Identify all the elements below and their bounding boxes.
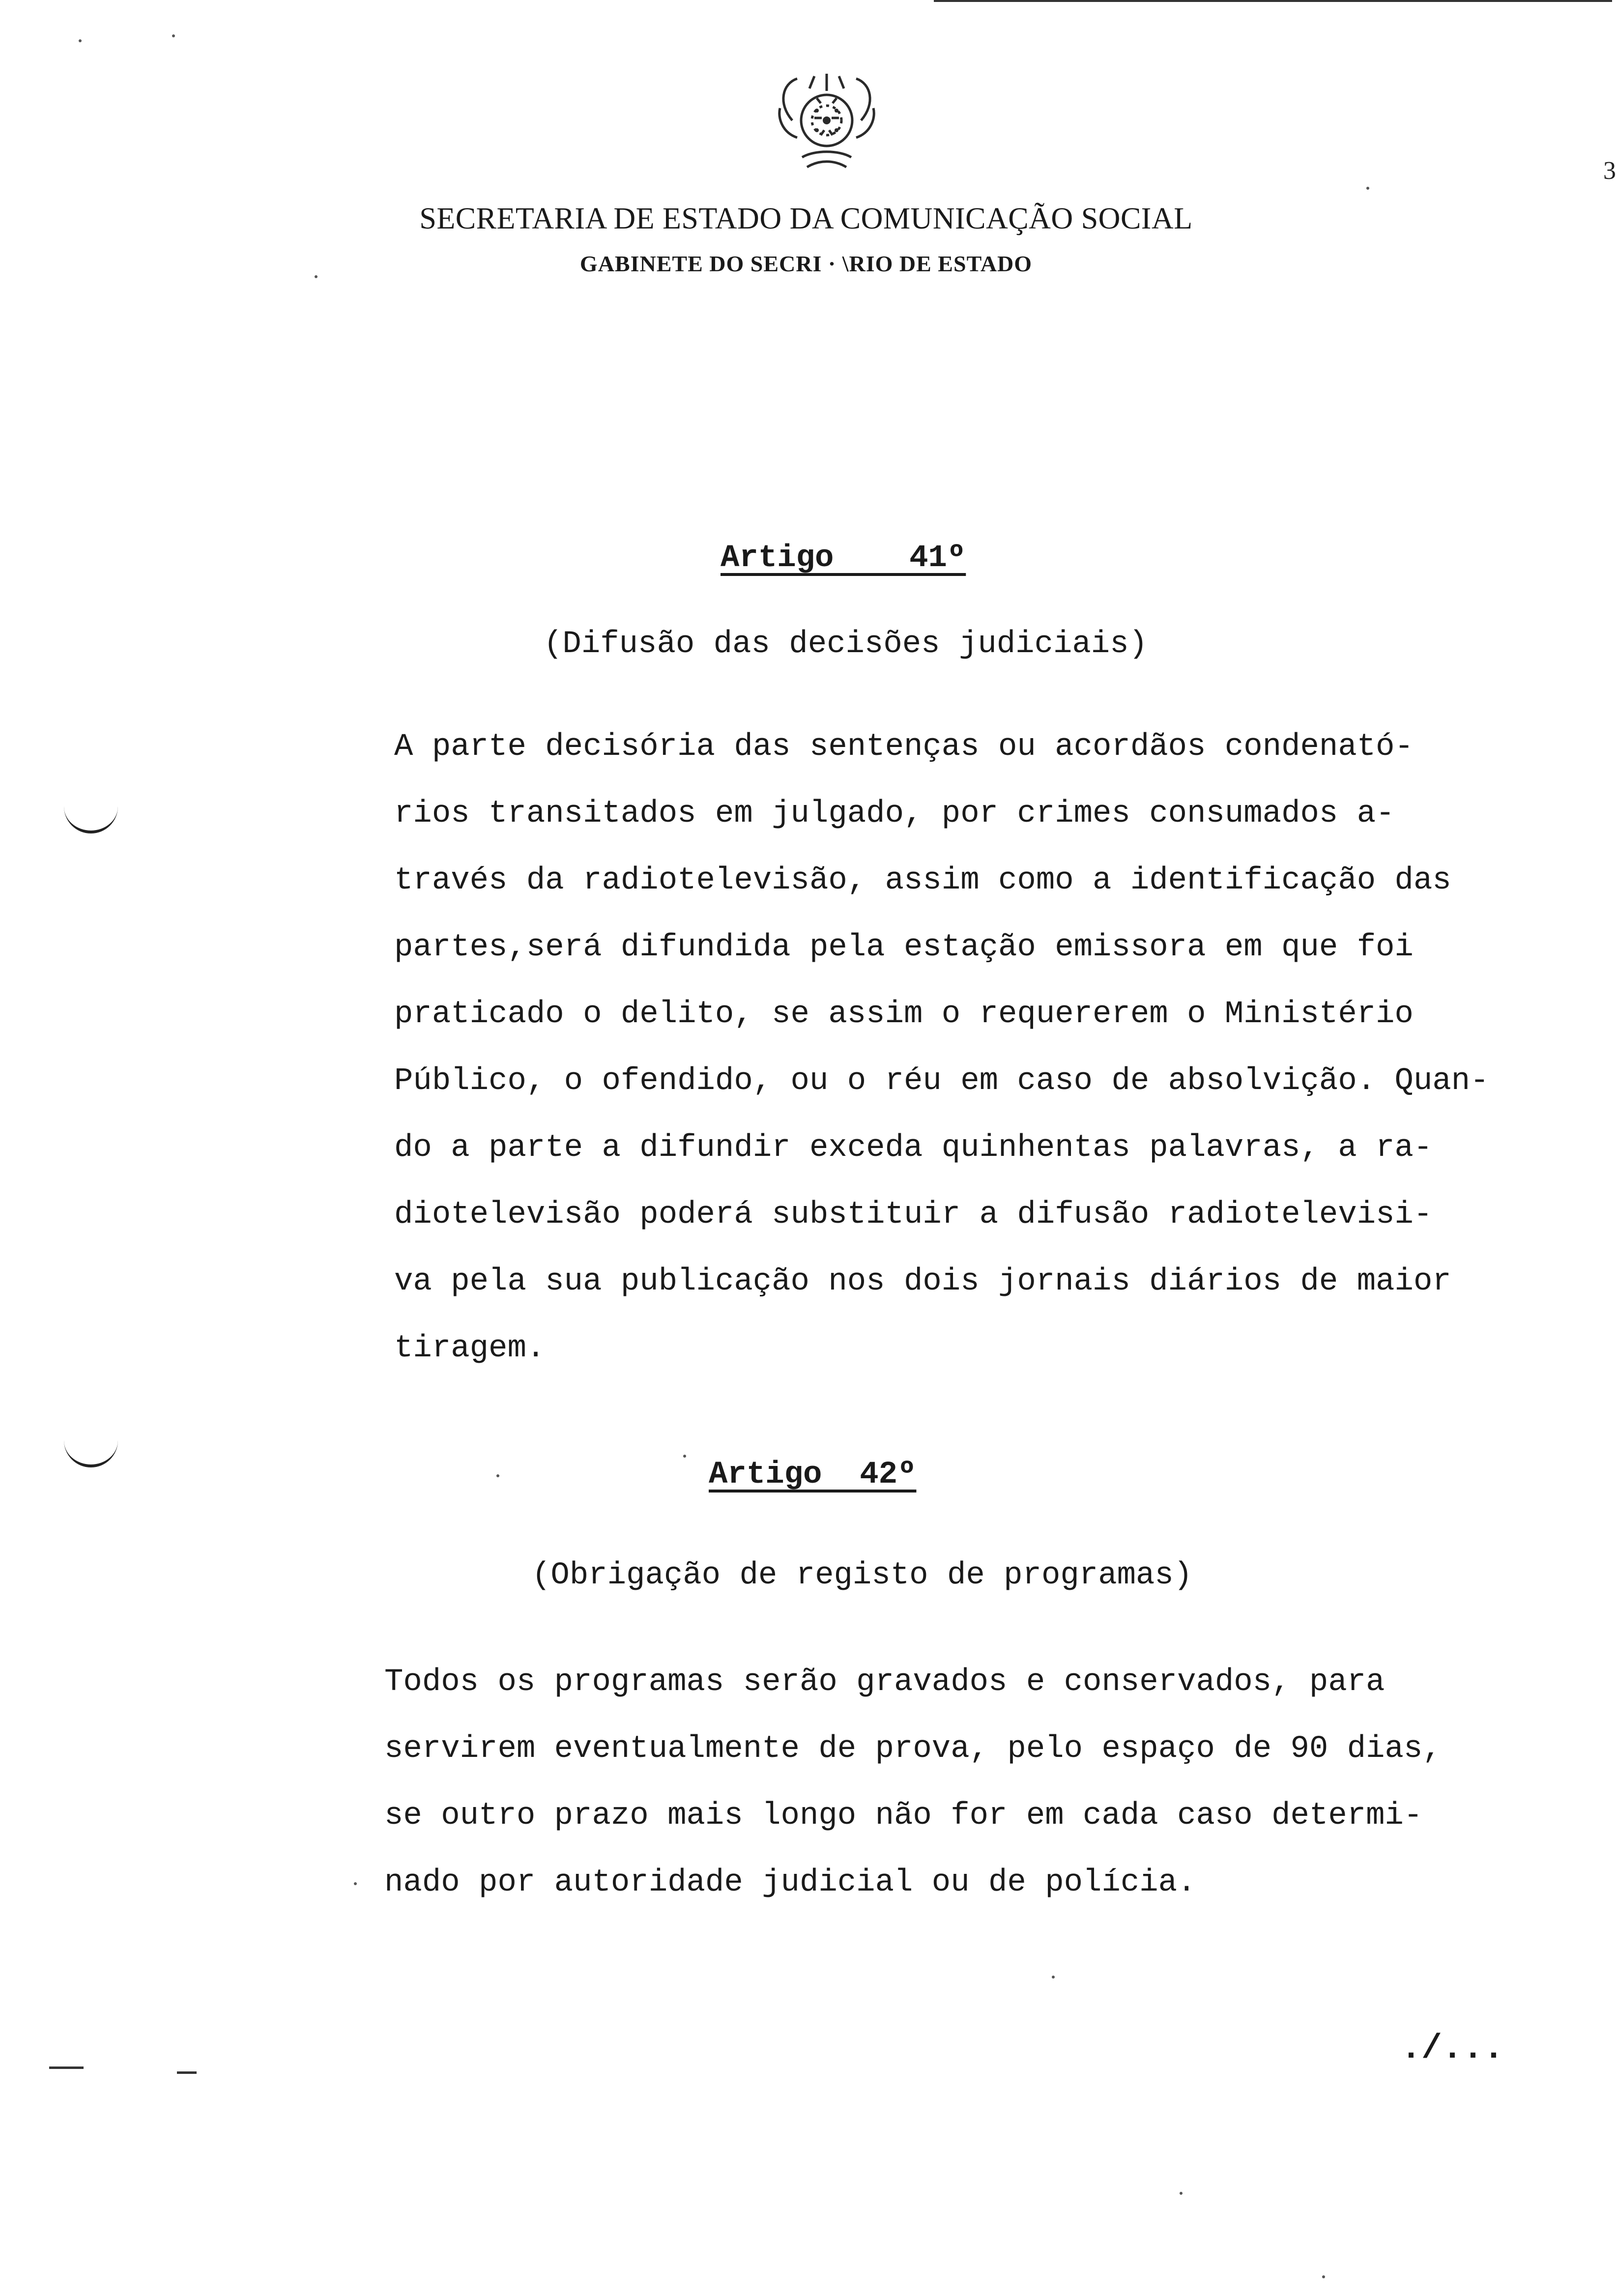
- article-41-line: praticado o delito, se assim o requererem o Ministério: [394, 997, 1414, 1032]
- article-41-title: Artigo 41º: [721, 541, 966, 576]
- scan-speck: [1180, 2192, 1183, 2195]
- article-42-line: servirem eventualmente de prova, pelo espaço de 90 dias,: [384, 1731, 1442, 1767]
- scan-speck: [315, 275, 317, 278]
- article-42-body: [384, 1649, 1442, 1916]
- article-41-line: tiragem.: [394, 1331, 546, 1366]
- punch-hole-mark: [64, 806, 118, 833]
- continuation-mark: ./...: [1401, 2030, 1504, 2068]
- article-41-line: do a parte a difundir exceda quinhentas palavras, a ra-: [394, 1130, 1433, 1166]
- article-41-line: va pela sua publicação nos dois jornais diários de maior: [394, 1264, 1451, 1299]
- scan-speck: [79, 39, 82, 42]
- scan-speck: [1322, 2275, 1325, 2278]
- scan-speck: [683, 1455, 686, 1458]
- punch-hole-mark: [64, 1440, 118, 1467]
- article-41-line: partes,será difundida pela estação emissora em que foi: [394, 930, 1414, 965]
- scan-speck: [496, 1474, 499, 1477]
- article-42-subtitle: (Obrigação de registo de programas): [532, 1558, 1193, 1593]
- article-41-line: A parte decisória das sentenças ou acordãos condenató-: [394, 729, 1414, 765]
- article-42-title: Artigo 42º: [709, 1457, 917, 1492]
- margin-page-mark: 3: [1603, 157, 1616, 185]
- scan-speck: [1052, 1976, 1055, 1979]
- article-41-subtitle: (Difusão das decisões judiciais): [544, 627, 1148, 662]
- scan-speck: [172, 34, 175, 37]
- margin-dash: [49, 2066, 84, 2069]
- article-42-line: Todos os programas serão gravados e conservados, para: [384, 1665, 1385, 1700]
- scan-speck: [1366, 187, 1369, 190]
- article-42-line: se outro prazo mais longo não for em cada caso determi-: [384, 1798, 1423, 1834]
- coat-of-arms-emblem-icon: [763, 69, 891, 182]
- article-41-line: través da radiotelevisão, assim como a identificação das: [394, 863, 1451, 898]
- ministry-heading: SECRETARIA DE ESTADO DA COMUNICAÇÃO SOCIAL: [419, 202, 1193, 235]
- scan-speck: [354, 1882, 357, 1885]
- top-edge-line: [934, 0, 1612, 2]
- article-41-line: rios transitados em julgado, por crimes consumados a-: [394, 796, 1395, 832]
- cabinet-subheading: GABINETE DO SECRI · \RIO DE ESTADO: [579, 251, 1033, 276]
- article-42-line: nado por autoridade judicial ou de polícia.: [384, 1865, 1196, 1900]
- article-41-line: diotelevisão poderá substituir a difusão radiotelevisi-: [394, 1197, 1433, 1233]
- article-41-line: Público, o ofendido, ou o réu em caso de absolvição. Quan-: [394, 1063, 1489, 1099]
- margin-dash: [177, 2071, 197, 2074]
- article-41-body: [394, 714, 1489, 1382]
